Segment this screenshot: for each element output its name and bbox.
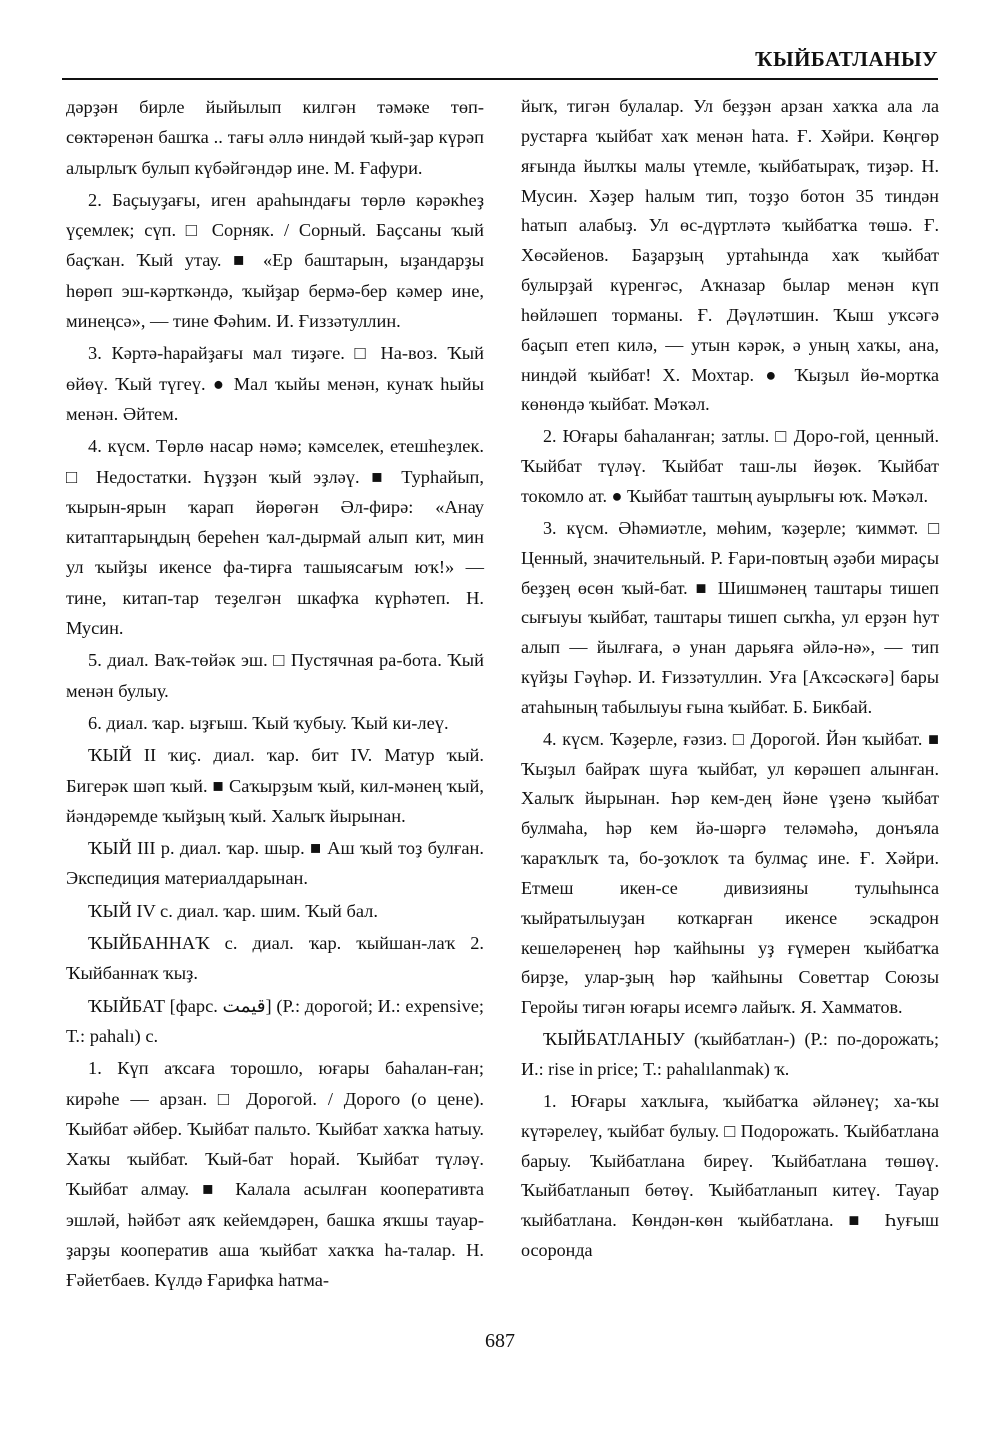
right-column	[521, 92, 939, 1268]
paragraph: 3. Кәртә-һарайҙағы мал тиҙәге. □ На-воз. Ҡый өйөү. Ҡый түгеү. ● Мал ҡыйы менән, кунаҡ һыйы менән. Әйтем.	[66, 343, 484, 424]
entry-paragraph: ҠЫЙ III р. диал. ҡар. шыр. ■ Аш ҡый тоҙ булған. Экспедиция материалдарынан.	[66, 838, 484, 889]
paragraph: 4. күсм. Ҡәҙерле, ғәзиз. □ Дорогой. Йән ҡыйбат. ■ Ҡыҙыл байраҡ шуға ҡыйбат, ул көрәшеп алынған. Халыҡ йырынан. Һәр кем-дең йәне үҙенә ҡыйбат булмаһа, һәр кем йә-шәргә теләмәһә, донъяла ҡараҡлыҡ та, бо-ҙоҡлоҡ та булмаҫ ине. Ғ. Хәйри. Етмеш икен-се дивизияны тулыһынса ҡыйратылыуҙан коткарған икенсе эскадрон кешеләренең һәр ҡайһыны уҙ ғүмерен ҡыйбатҡа бирҙе, улар-ҙың һәр ҡайһыны Советтар Союзы Геройы тигән юғары исемгә лайыҡ. Я. Хамматов.	[521, 728, 939, 1018]
paragraph: 6. диал. ҡар. ыҙғыш. Ҡый ҡубыу. Ҡый ки-леү.	[88, 712, 449, 733]
page-number: 687	[485, 1330, 515, 1352]
entry-paragraph: ҠЫЙ II ҡиҫ. диал. ҡар. бит IV. Матур ҡый. Бигерәк шәп ҡый. ■ Саҡырҙым ҡый, кил-мәнең ҡый, йәндәремде ҡыйҙың ҡый. Халыҡ йырынан.	[66, 745, 484, 826]
paragraph: дәрҙән бирле йыйылып килгән тәмәке төп-сөктәренән башҡа .. тағы әллә ниндәй ҡый-ҙар күрәп алырлыҡ булып күбәйгәндәр ине. М. Ғафури.	[66, 97, 484, 178]
paragraph: 3. күсм. Әһәмиәтле, мөһим, ҡәҙерле; ҡиммәт. □ Ценный, значительный. Р. Ғари-повтың әҙәби мираҫы беҙҙең өсөн ҡый-бат. ■ Шишмәнең таштары тишеп сығыуы ҡыйбат, таштары тишеп сыҡһа, ул ерҙән һут алып — йылғаға, ә унан дарьяға әйлә-нә», — тип күйҙы Гәүһәр. И. Ғиззәтуллин. Уға [Аҡсәскәгә] бары атаһының табылыуы ғына ҡыйбат. Б. Бикбай.	[521, 517, 939, 717]
entry-paragraph: ҠЫЙ IV с. диал. ҡар. шим. Ҡый бал.	[88, 900, 378, 921]
entry-paragraph: ҠЫЙБАННАҠ с. диал. ҡар. ҡыйшан-лаҡ 2. Ҡыйбаннаҡ ҡыҙ.	[66, 933, 484, 984]
paragraph: йыҡ, тигән булалар. Ул беҙҙән арзан хаҡҡа ала ла рустарға ҡыйбат хаҡ менән һата. Ғ. Хәйри. Көңгөр яғында йылҡы малы үтемле, ҡыйбатыраҡ, тиҙәр. Н. Мусин. Хәҙер һалым тип, тоҙҙо ботон 35 тиндән һатып алабыҙ. Ул өс-дүртләтә ҡыйбатҡа төшә. Ғ. Хөсәйенов. Баҙарҙың уртаһында хаҡ ҡыйбат булырҙай күренгәс, Аҡназар былар менән күп һөйләшеп торманы. Ғ. Дәүләтшин. Ҡыш уҡсәгә баҫып етеп килә, — утын кәрәк, ә уның хаҡы, ана, ниндәй ҡыйбат! Х. Мохтар. ● Ҡыҙыл йө-мортка көнөндә ҡыйбат. Мәҡәл.	[521, 96, 939, 415]
paragraph: 1. Күп аҡсаға торошло, юғары баһалан-ған; кирәһе — арзан. □ Дорогой. / Дорого (о цене). Ҡыйбат әйбер. Ҡыйбат пальто. Ҡыйбат хаҡҡа һатыу. Хаҡы ҡыйбат. Ҡый-бат һорай. Ҡыйбат түләү. Ҡыйбат алмау. ■ Калала асылған кооперативта эшләй, һәйбәт аяҡ кейемдәрен, башка яҡшы тауар-ҙарҙы кооператив аша ҡыйбат хаҡҡа һа-талар. Н. Ғәйетбаев. Күлдә Ғарифка һатма-	[66, 1058, 484, 1291]
entry-paragraph: ҠЫЙБАТЛАНЫУ (ҡыйбатлан-) (Р.: по-дорожать; И.: rise in price; Т.: pahalılanmak) ҡ.	[521, 1029, 939, 1079]
paragraph: 2. Юғары баһаланған; затлы. □ Доро-гой, ценный. Ҡыйбат түләү. Ҡыйбат таш-лы йөҙөк. Ҡыйбат токомло ат. ● Ҡыйбат таштың ауырлығы юҡ. Мәҡәл.	[521, 426, 939, 506]
header-word: ҠЫЙБАТЛАНЫУ	[755, 47, 938, 71]
entry-paragraph: ҠЫЙБАТ [фарс. قيمت] (Р.: дорогой; И.: expensive; Т.: pahalı) с.	[66, 995, 484, 1046]
running-header	[62, 34, 938, 80]
paragraph: 5. диал. Ваҡ-төйәк эш. □ Пустячная ра-бота. Ҡый менән булыу.	[66, 650, 484, 701]
paragraph: 4. күсм. Төрлө насар нәмә; кәмселек, етешһеҙлек. □ Недостатки. Һүҙҙән ҡый эҙләү. ■ Турһайып, ҡырын-ярын ҡарап йөрөгән Әл-фирә: «Анау китаптарыңдың береһен ҡал-дырмай алып кит, мин ул ҡыйҙы икенсе фа-тирға ташыясағым юҡ!» — тине, китап-тар теҙелгән шкафҡа күрһәтеп. Н. Мусин.	[66, 436, 484, 639]
paragraph: 1. Юғары хаҡлыға, ҡыйбатҡа әйләнеү; ха-ҡы күтәрелеү, ҡыйбат булыу. □ Подорожать. Ҡыйбатлана барыу. Ҡыйбатлана биреү. Ҡыйбатлана төшөү. Ҡыйбатланып бөтөү. Ҡыйбатланып китеү. Тауар ҡыйбатлана. Көндән-көн ҡыйбатлана. ■ Һуғыш осоронда	[521, 1090, 939, 1261]
left-column	[66, 92, 484, 1298]
paragraph: 2. Баҫыуҙағы, иген араһындағы төрлө кәрәкһеҙ үҫемлек; сүп. □ Сорняк. / Сорный. Баҫсаны ҡый баҫҡан. Ҡый утау. ■ «Ер баштарын, ыҙандарҙы һөрөп эш-кәрткәндә, ҡыйҙар бермә-бер кәмер ине, минеңсә», — тине Фәһим. И. Ғиззәтуллин.	[66, 189, 484, 332]
